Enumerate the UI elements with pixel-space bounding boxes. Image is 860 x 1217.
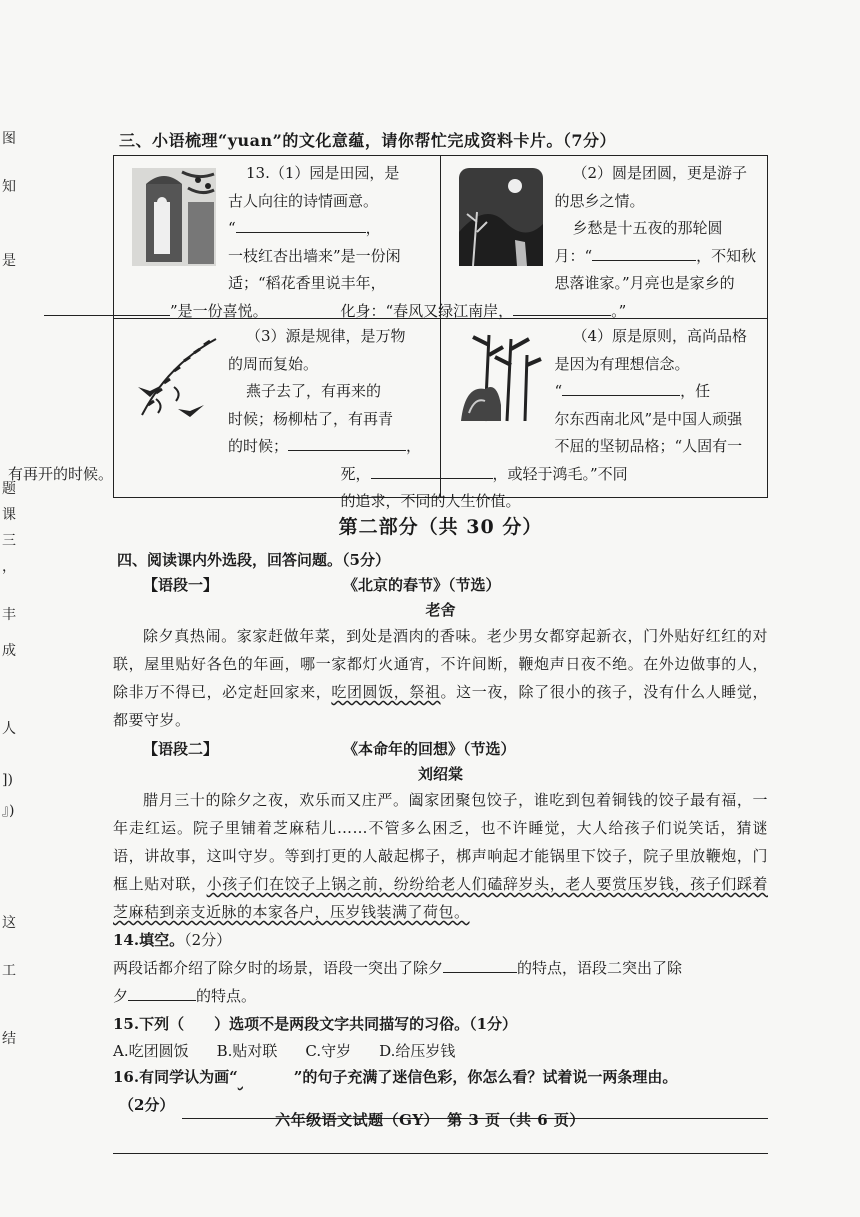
excerpt1-text-a: 除夕真热闹。家家赶做年菜，到处是酒肉的香味。老少男女都穿起新衣，门外贴好红红的对联，屋里贴好各色的年画，哪一家都灯火通宵，不许间断，鞭炮声日夜不绝。在外边做事的人，除非万不得已，必定赶回家来， (113, 627, 768, 701)
margin-char: 人 (2, 721, 16, 737)
card4-line: 是因为有理想信念。 (554, 354, 690, 373)
card2-text: 。” (611, 301, 627, 320)
card1-answer-blank-2[interactable] (44, 298, 170, 316)
q15-option-b[interactable]: B.贴对联 (216, 1042, 278, 1060)
card1-comma: ， (365, 219, 381, 237)
q14-score: （2分） (184, 931, 232, 949)
excerpt1-wavy: 吃团圆饭，祭祖 (331, 683, 441, 701)
margin-char: 工 (2, 963, 16, 979)
excerpt2-wavy: 小孩子们在饺子上锅之前，纷纷给老人们磕辞岁头，老人要赏压岁钱，孩子们踩着芝麻秸到亲支近脉的本家各户，压岁钱装满了荷包。 (113, 875, 768, 921)
card3-line: 时候；杨柳枯了，有再青 (228, 409, 394, 428)
q14-line1 (113, 954, 768, 982)
excerpt1-header (143, 574, 768, 595)
margin-char: 成 (2, 643, 16, 659)
margin-char: ， (2, 559, 16, 575)
card3-answer-blank[interactable] (288, 433, 406, 451)
margin-char: 是 (2, 253, 16, 269)
exam-page (8, 128, 768, 1154)
card4-answer-blank-2[interactable] (371, 461, 493, 479)
margin-char: 』) (2, 803, 15, 819)
part2-title: 第二部分（共 30 分） (338, 516, 543, 538)
card3-line: 的周而复始。 (228, 354, 319, 373)
q14-text: 的特点，语段二突出了除 (517, 959, 683, 977)
card4-text: 死， (340, 464, 371, 483)
margin-char: 丰 (2, 607, 16, 623)
excerpt1-work: 《北京的春节》（节选） (343, 576, 501, 594)
q16-text: 16.有同学认为画“ (113, 1068, 238, 1086)
card2-line: 思落谁家。”月亮也是家乡的 (554, 274, 735, 292)
margin-char: 这 (2, 915, 16, 931)
card-yuan-reunion (340, 156, 768, 320)
left-margin-fragments (0, 0, 24, 1217)
card1-line-end: ”是一份喜悦。 (170, 301, 268, 320)
card4-line: （4）原是原则，高尚品格 (572, 327, 748, 345)
card2-text: 化身：“春风又绿江南岸， (340, 301, 514, 320)
q14-text: 夕 (113, 987, 129, 1005)
card4-line: 尔东西南北风”是中国人顽强 (554, 409, 743, 428)
q14-title (113, 926, 768, 954)
card3-line: 燕子去了，有再来的 (246, 382, 382, 400)
q14-answer-blank-2[interactable] (128, 983, 196, 1001)
q15-options (113, 1040, 768, 1061)
card2-text: ，不知秋 (696, 246, 757, 265)
q16-text: ”的句子充满了迷信色彩，你怎么看？试着说一两条理由。 (293, 1068, 678, 1086)
card4-text: ，或轻于鸿毛。”不同 (492, 464, 628, 483)
q15-option-d[interactable]: D.给压岁钱 (379, 1042, 456, 1060)
card-yuan-principle (340, 319, 768, 510)
card4-line: 不屈的坚韧品格；“人固有一 (554, 437, 743, 455)
card2-line: （2）圆是团圆，更是游子 (572, 164, 748, 182)
excerpt2-header (143, 738, 768, 759)
q15-option-c[interactable]: C.守岁 (305, 1042, 352, 1060)
excerpt1-text-b: 。这一夜，除了很小的孩子，没有什么人睡觉，都要守岁。 (113, 683, 768, 729)
q14-text: 两段话都介绍了除夕时的场景，语段一突出了除夕 (113, 959, 444, 977)
card1-answer-blank[interactable] (236, 215, 366, 233)
card1-line: 古人向往的诗情画意。 (228, 191, 379, 210)
doorway-apricot-icon (128, 162, 220, 280)
card2-text: 月：“ (554, 246, 593, 265)
card2-line: 乡愁是十五夜的那轮圆 (572, 219, 723, 237)
card3-text: ， (406, 437, 422, 455)
q14-label: 14.填空。 (113, 931, 185, 949)
card4-answer-blank[interactable] (562, 378, 680, 396)
q16-score: （2分） (119, 1096, 175, 1114)
section4-title: 四、阅读课内外选段，回答问题。（5分） (117, 551, 390, 569)
swallows-willow-icon (128, 325, 220, 435)
q14-text: 的特点。 (196, 987, 257, 1005)
excerpt2-author: 刘绍棠 (417, 765, 463, 783)
q16-question (113, 1063, 768, 1091)
excerpt2-text (113, 786, 768, 926)
excerpt1-author: 老舍 (425, 601, 456, 619)
card4-text: ，任 (680, 382, 711, 400)
card3-text: 的时候； (228, 437, 289, 455)
section3-title: 三、小语梳理“yuan”的文化意蕴，请你帮忙完成资料卡片。（7分） (119, 131, 616, 150)
bamboo-rock-icon (455, 325, 547, 435)
card1-line: 一枝红杏出墙来”是一份闲 (228, 246, 401, 265)
card2-line: 的思乡之情。 (554, 191, 645, 210)
q14-line2 (113, 982, 768, 1010)
margin-char: 知 (2, 179, 16, 195)
moonlit-night-icon (455, 162, 547, 280)
excerpt2-tag: 【语段二】 (143, 740, 219, 758)
card-yuan-garden (114, 156, 441, 319)
excerpt2-text-a: 腊月三十的除夕之夜，欢乐而又庄严。阖家团聚包饺子，谁吃到包着铜钱的饺子最有福，一年走红运。院子里铺着芝麻秸儿……不管多么困乏，也不许睡觉，大人给孩子们说笑话，猜谜语，讲故事，这叫守岁。等到打更的人敲起梆子，梆声响起才能锅里下饺子，院子里放鞭炮，门框上贴对联， (113, 791, 768, 893)
card4-line: 的追求，不同的人生价值。 (340, 492, 521, 510)
q15-option-a[interactable]: A.吃团圆饭 (113, 1042, 189, 1060)
page-footer: 六年级语文试题（GY） 第 3 页（共 6 页） (275, 1111, 585, 1129)
margin-char: ]) (2, 772, 13, 788)
card2-answer-blank-2[interactable] (513, 298, 611, 316)
card3-line: 有再开的时候。 (8, 464, 114, 483)
card1-line: 13.（1）园是田园，是 (246, 164, 400, 182)
margin-char: 结 (2, 1031, 16, 1047)
excerpt1-tag: 【语段一】 (143, 576, 219, 594)
q16-wavy-sample (238, 1063, 294, 1091)
margin-char: 三 (2, 533, 16, 549)
margin-char: 图 (2, 131, 16, 147)
resource-card-grid (8, 155, 768, 510)
margin-char: 题 (2, 481, 16, 497)
card3-line: （3）源是规律，是万物 (246, 327, 406, 345)
q14-answer-blank-1[interactable] (443, 955, 517, 973)
card4-text: “ (554, 382, 563, 400)
card2-answer-blank[interactable] (592, 243, 696, 261)
card1-line: 适；“稻花香里说丰年， (228, 274, 386, 292)
margin-char: 课 (2, 507, 16, 523)
excerpt1-text (113, 622, 768, 734)
excerpt2-work: 《本命年的回想》（节选） (343, 740, 516, 758)
q15-question: 15.下列（ ）选项不是两段文字共同描写的习俗。（1分） (113, 1015, 518, 1033)
card1-quote-open: “ (228, 219, 236, 237)
